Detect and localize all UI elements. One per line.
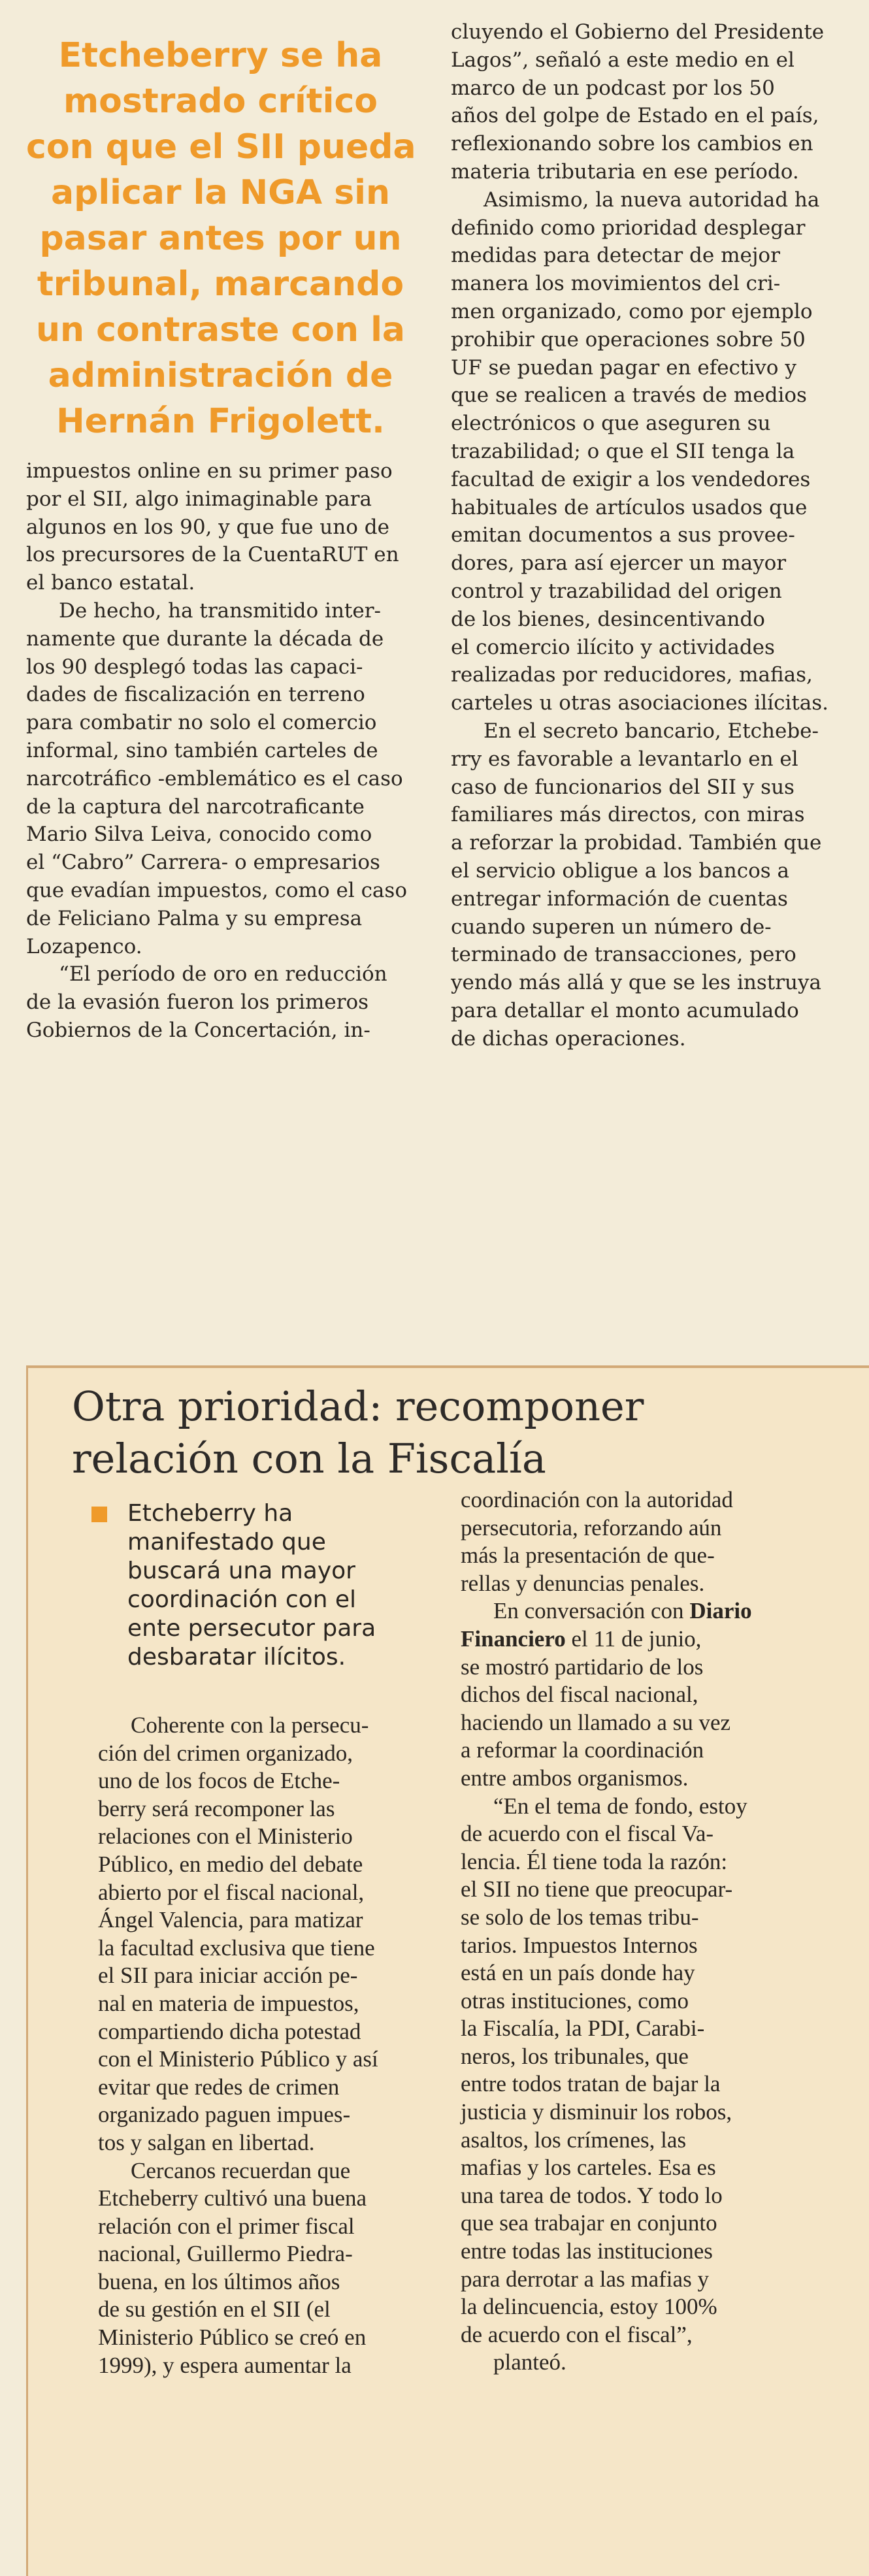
box-text-line: entre todos tratan de bajar la (461, 2071, 721, 2097)
pull-quote-line: tribunal, marcando (37, 265, 404, 304)
box-text-line: Cercanos recuerdan que (131, 2157, 351, 2183)
text-line: Lagos”, señaló a este medio en el (451, 48, 795, 72)
box-text-line: asaltos, los crímenes, las (461, 2127, 687, 2153)
text-line: para detallar el monto acumulado (451, 998, 799, 1022)
box-text-line: está en un país donde hay (461, 1960, 695, 1986)
box-text-line: lencia. Él tiene toda la razón: (461, 1848, 728, 1874)
text-line: Mario Silva Leiva, conocido como (26, 823, 372, 847)
box-text-line: Ángel Valencia, para matizar (98, 1907, 363, 1933)
text-line: algunos en los 90, y que fue uno de (26, 515, 389, 539)
text-line: manera los movimientos del cri- (451, 272, 781, 296)
text-line: narcotráfico -emblemático es el caso (26, 766, 403, 791)
pull-quote-line: mostrado crítico (63, 82, 378, 121)
box-text-line: buena, en los últimos años (98, 2268, 340, 2294)
box-text-line: haciendo un llamado a su vez (461, 1709, 731, 1735)
text-line: cluyendo el Gobierno del Presidente (451, 20, 825, 44)
box-text-line: una tarea de todos. Y todo lo (461, 2182, 723, 2208)
box-left-column (98, 1712, 438, 2379)
box-text-line: entre ambos organismos. (461, 1765, 689, 1791)
box-title-line: relación con la Fiscalía (72, 1435, 546, 1482)
box-text-line: coordinación con la autoridad (461, 1487, 733, 1512)
text-line: de los bienes, desincentivando (451, 607, 765, 631)
box-text-line: entre todas las instituciones (461, 2238, 713, 2264)
box-title (72, 1380, 823, 1485)
box-text-line: berry será recomponer las (98, 1795, 335, 1821)
pull-quote-line: con que el SII pueda (26, 127, 416, 167)
text-line: definido como prioridad desplegar (451, 216, 806, 240)
text-line: el “Cabro” Carrera- o empresarios (26, 851, 380, 875)
text-line: terminado de transacciones, pero (451, 943, 796, 967)
highlight-line: coordinación con el (127, 1586, 357, 1613)
box-text-line: relaciones con el Ministerio (98, 1823, 353, 1850)
text-line: namente que durante la década de (26, 627, 384, 651)
box-text-line: nacional, Guillermo Piedra- (98, 2241, 353, 2267)
box-text-line: con el Ministerio Público y así (98, 2046, 378, 2072)
box-text-line: uno de los focos de Etche- (98, 1768, 340, 1794)
box-text-line: de acuerdo con el fiscal”, (461, 2321, 693, 2347)
text-line: que evadían impuestos, como el caso (26, 878, 407, 902)
text-line: por el SII, algo inimaginable para (26, 487, 372, 511)
box-text-line: Etcheberry cultivó una buena (98, 2185, 367, 2211)
box-text-line: que sea trabajar en conjunto (461, 2210, 717, 2236)
text-line: de la evasión fueron los primeros (26, 990, 369, 1015)
box-text-line: rellas y denuncias penales. (461, 1570, 705, 1596)
box-text-line: neros, los tribunales, que (461, 2043, 689, 2069)
box-text-line (461, 1597, 827, 1625)
highlight-line: Etcheberry ha (127, 1500, 293, 1527)
text-line: habituales de artículos usados que (451, 495, 808, 519)
box-text-line: “En el tema de fondo, estoy (493, 1793, 747, 1819)
text-line: Asimismo, la nueva autoridad ha (484, 187, 820, 212)
text-line: informal, sino también carteles de (26, 738, 378, 762)
text-line: marco de un podcast por los 50 (451, 76, 775, 100)
text-line: prohibir que operaciones sobre 50 (451, 327, 806, 351)
text-line: los precursores de la CuentaRUT en (26, 543, 399, 567)
box-text-line: se solo de los temas tribu- (461, 1904, 699, 1930)
text-line: men organizado, como por ejemplo (451, 299, 813, 323)
box-text-line: la facultad exclusiva que tiene (98, 1934, 375, 1961)
pull-quote-line: pasar antes por un (39, 219, 402, 258)
text-line: emitan documentos a sus provee- (451, 523, 795, 547)
text-line: carteles u otras asociaciones ilícitas. (451, 691, 829, 715)
box-text-line: justicia y disminuir los robos, (461, 2099, 732, 2125)
box-text-line: más la presentación de que- (461, 1542, 715, 1569)
text-line: “El período de oro en reducción (59, 962, 387, 986)
text-line: de dichas operaciones. (451, 1026, 686, 1051)
text-line: caso de funcionarios del SII y sus (451, 775, 795, 799)
box-text-line: se mostró partidario de los (461, 1654, 704, 1680)
box-text-line (461, 1625, 827, 1654)
text-line: familiares más directos, con miras (451, 803, 805, 827)
text-line: rry es favorable a levantarlo en el (451, 747, 798, 771)
text-line: el comercio ilícito y actividades (451, 635, 775, 659)
text-line: Gobiernos de la Concertación, in- (26, 1018, 370, 1042)
right-column-text (451, 18, 843, 1052)
text-line: cuando superen un número de- (451, 915, 772, 939)
pull-quote-line: un contraste con la (35, 310, 406, 350)
box-text-line: relación con el primer fiscal (98, 2213, 355, 2239)
orange-square-bullet-icon (91, 1507, 107, 1522)
text-line: Lozapenco. (26, 934, 142, 958)
box-text-line: persecutoria, reforzando aún (461, 1514, 722, 1541)
text-line: UF se puedan pagar en efectivo y (451, 355, 796, 380)
box-right-column (461, 1486, 827, 2377)
text-line: que se realicen a través de medios (451, 383, 807, 408)
box-text-line: tarios. Impuestos Internos (461, 1932, 698, 1958)
box-text-line: Ministerio Público se creó en (98, 2324, 367, 2351)
box-text-line: otras instituciones, como (461, 1987, 689, 2014)
box-text-line: el SII para iniciar acción pe- (98, 1963, 358, 1989)
text-line: control y trazabilidad del origen (451, 579, 782, 603)
box-text-line: Coherente con la persecu- (131, 1712, 369, 1738)
box-text-line: para derrotar a las mafias y (461, 2266, 709, 2292)
text-line: el banco estatal. (26, 571, 195, 595)
text-line: los 90 desplegó todas las capaci- (26, 655, 363, 679)
text-line: de Feliciano Palma y su empresa (26, 906, 363, 930)
box-text-line: a reformar la coordinación (461, 1737, 704, 1763)
box-title-line: Otra prioridad: recomponer (72, 1382, 644, 1430)
box-highlight (127, 1499, 441, 1672)
box-text-line: planteó. (493, 2349, 566, 2375)
text-line: entregar información de cuentas (451, 887, 788, 911)
box-text-run: En conversación con (493, 1598, 684, 1624)
box-text-line: abierto por el fiscal nacional, (98, 1879, 365, 1905)
pull-quote-line: administración de (48, 356, 393, 395)
box-text-line: el SII no tiene que preocupar- (461, 1876, 733, 1902)
text-line: yendo más allá y que se les instruya (451, 971, 822, 995)
text-line: para combatir no solo el comercio (26, 711, 377, 735)
box-text-run: el 11 de junio, (571, 1625, 702, 1652)
publication-name: Diario (689, 1598, 752, 1624)
box-text-line: la Fiscalía, la PDI, Carabi- (461, 2015, 705, 2042)
text-line: facultad de exigir a los vendedores (451, 467, 811, 491)
box-text-line: 1999), y espera aumentar la (98, 2352, 352, 2378)
highlight-line: desbaratar ilícitos. (127, 1644, 346, 1671)
pull-quote-line: aplicar la NGA sin (51, 173, 390, 212)
highlight-line: buscará una mayor (127, 1557, 355, 1584)
left-column-text (26, 457, 415, 1045)
highlight-line: ente persecutor para (127, 1615, 376, 1642)
text-line: impuestos online en su primer paso (26, 459, 393, 483)
box-text-line: la delincuencia, estoy 100% (461, 2294, 717, 2320)
text-line: En el secreto bancario, Etchebe- (484, 719, 819, 743)
text-line: realizadas por reducidores, mafias, (451, 663, 813, 687)
text-line: reflexionando sobre los cambios en (451, 132, 813, 156)
text-line: medidas para detectar de mejor (451, 244, 780, 268)
pull-quote-line: Hernán Frigolett. (56, 402, 385, 441)
text-line: materia tributaria en ese período. (451, 159, 799, 184)
text-line: de la captura del narcotraficante (26, 794, 365, 819)
text-line: dores, para así ejercer un mayor (451, 551, 787, 576)
box-text-line: organizado paguen impues- (98, 2102, 351, 2128)
highlight-line: manifestado que (127, 1529, 326, 1556)
box-text-line: Público, en medio del debate (98, 1851, 363, 1877)
box-text-line: mafias y los carteles. Esa es (461, 2155, 716, 2181)
box-text-line: de acuerdo con el fiscal Va- (461, 1821, 714, 1847)
box-text-line: compartiendo dicha potestad (98, 2018, 361, 2044)
pull-quote-line: Etcheberry se ha (58, 36, 383, 75)
text-line: trazabilidad; o que el SII tenga la (451, 439, 795, 463)
box-text-line: ción del crimen organizado, (98, 1740, 353, 1766)
box-text-line: dichos del fiscal nacional, (461, 1682, 698, 1708)
text-line: el servicio obligue a los bancos a (451, 858, 789, 883)
box-text-line: tos y salgan en libertad. (98, 2129, 315, 2155)
box-text-line: evitar que redes de crimen (98, 2074, 340, 2100)
pull-quote (26, 33, 415, 444)
text-line: dades de fiscalización en terreno (26, 683, 365, 707)
box-text-line: de su gestión en el SII (el (98, 2296, 331, 2323)
publication-name: Financiero (461, 1625, 566, 1652)
text-line: años del golpe de Estado en el país, (451, 104, 819, 128)
text-line: a reforzar la probidad. También que (451, 831, 822, 855)
text-line: De hecho, ha transmitido inter- (59, 598, 382, 623)
text-line: electrónicos o que aseguren su (451, 412, 771, 436)
box-text-line: nal en materia de impuestos, (98, 1990, 359, 2016)
